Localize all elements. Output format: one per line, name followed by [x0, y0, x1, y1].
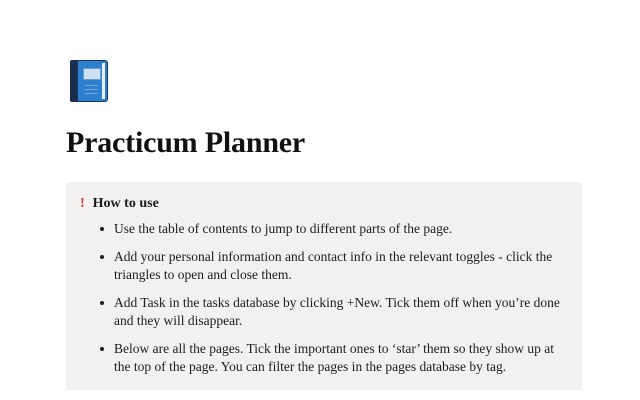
callout-header [80, 196, 566, 212]
notebook-line [85, 89, 98, 90]
bottom-spacer [0, 390, 640, 400]
notebook-line [85, 85, 98, 86]
callout-title: How to use [92, 196, 159, 211]
notebook-icon[interactable] [66, 58, 112, 104]
top-spacer [0, 6, 640, 14]
how-to-use-callout [66, 182, 582, 392]
list-item: Use the table of contents to jump to different parts of the page. [112, 220, 566, 238]
how-to-use-list [80, 220, 566, 376]
notebook-cover [77, 60, 108, 102]
list-item: Below are all the pages. Tick the important ones to ‘star’ them so they show up at the top of the page. You can filter the pages in the pages database by tag. [112, 340, 566, 376]
exclamation-icon: ! [80, 196, 85, 211]
list-item: Add your personal information and contact info in the relevant toggles - click the triangles to open and close them. [112, 248, 566, 284]
list-item: Add Task in the tasks database by clicking +New. Tick them off when you’re done and they will disappear. [112, 294, 566, 330]
notebook-line [85, 93, 98, 94]
notebook-label [83, 68, 101, 80]
page-content [0, 14, 640, 392]
notebook-icon-shape [70, 60, 108, 102]
page-title[interactable]: Practicum Planner [66, 126, 306, 159]
